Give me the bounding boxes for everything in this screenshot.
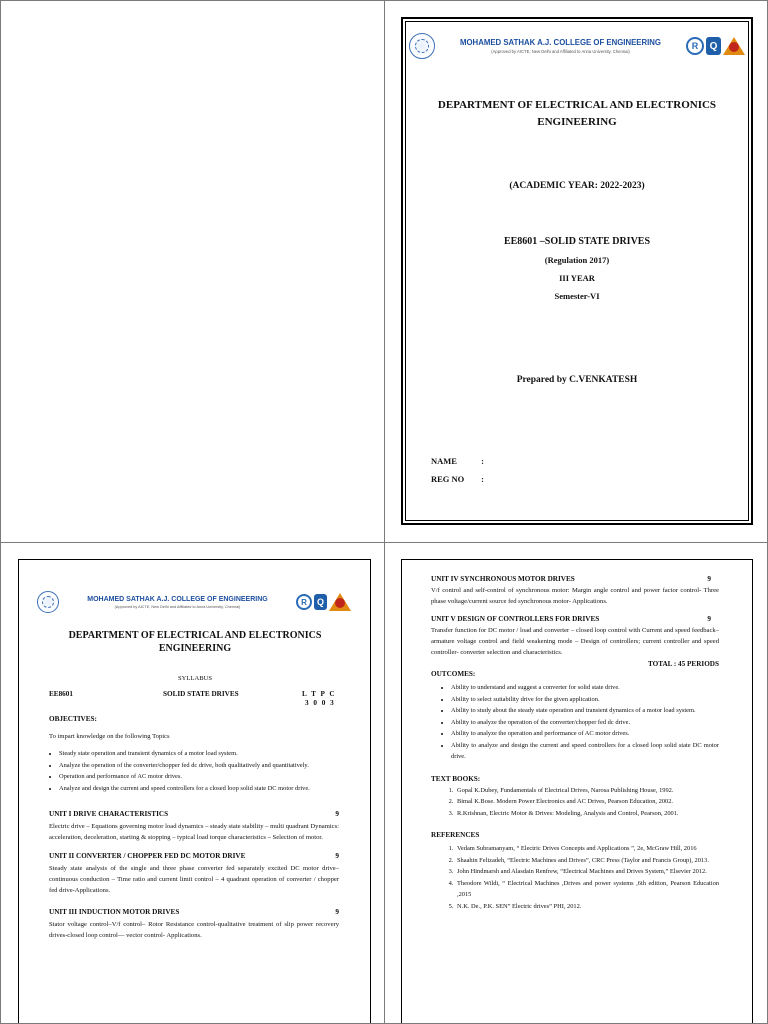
accreditation-badges — [296, 593, 351, 611]
prepared-by: Prepared by C.VENKATESH — [516, 375, 638, 385]
unit-title: UNIT IV SYNCHRONOUS MOTOR DRIVES — [431, 575, 575, 583]
unit-5 — [431, 615, 719, 658]
college-logo-icon — [409, 33, 435, 59]
unit-2 — [49, 852, 339, 896]
quality-badge-icon: Q — [706, 37, 721, 55]
naac-badge-icon: R — [686, 37, 704, 55]
outcomes-list — [431, 682, 719, 763]
unit-1 — [49, 810, 339, 843]
name-field — [431, 456, 484, 466]
reference-item: 4. Theodore Wildi, “ Electrical Machines ,Drives and power systems ,6th edition, Pearson Education ,2015 — [455, 878, 719, 901]
reference-item: 5. N.K. De., P.K. SEN” Electric drives” PHI, 2012. — [455, 901, 719, 913]
cover-border — [401, 17, 753, 525]
unit-4 — [431, 575, 719, 607]
objectives-intro: To impart knowledge on the following Topics — [49, 733, 170, 740]
unit-hours: 9 — [335, 810, 339, 818]
objective-item: • Operation and performance of AC motor drives. — [59, 771, 339, 783]
objectives-heading: OBJECTIVES: — [49, 715, 97, 723]
course-row — [49, 690, 339, 710]
outcome-item: • Ability to analyze the operation of the converter/chopper fed dc drive. — [451, 717, 719, 729]
academic-year: (ACADEMIC YEAR: 2022-2023) — [509, 181, 645, 191]
outcomes-heading: OUTCOMES: — [431, 670, 476, 678]
objective-item: • Steady state operation and transient dynamics of a motor load system. — [59, 748, 339, 760]
blank-page — [0, 0, 385, 543]
course-title: EE8601 –SOLID STATE DRIVES — [503, 236, 651, 247]
name-label: NAME — [431, 456, 457, 466]
references-heading: REFERENCES — [431, 831, 480, 839]
outcome-item: • Ability to analyze and design the current and speed controllers for a closed loop solid state DC motor drive. — [451, 740, 719, 763]
regno-label: REG NO — [431, 474, 465, 484]
unit-hours: 9 — [707, 615, 711, 623]
accreditation-badges — [686, 37, 745, 55]
department-title: DEPARTMENT OF ELECTRICAL AND ELECTRONICS ENGINEERING — [437, 99, 717, 128]
unit-hours: 9 — [335, 852, 339, 860]
unit-hours: 9 — [335, 908, 339, 916]
outcome-item: • Ability to analyze the operation and performance of AC motor drives. — [451, 728, 719, 740]
unit-text: Transfer function for DC motor / load and converter – closed loop control with Current and speed feedback–armature voltage control and field weakening mode – Design of controllers; current controller and speed controller- converter selection and characteristics. — [431, 627, 719, 656]
textbook-item: 2. Bimal K.Bose. Modern Power Electronics and AC Drives, Pearson Education, 2002. — [455, 796, 719, 808]
outcome-item: • Ability to select suitability drive for the given application. — [451, 694, 719, 706]
unit-title: UNIT V DESIGN OF CONTROLLERS FOR DRIVES — [431, 615, 600, 623]
outcome-item: • Ability to study about the steady state operation and transient dynamics of a motor load system. — [451, 705, 719, 717]
college-name: MOHAMED SATHAK A.J. COLLEGE OF ENGINEERING — [87, 595, 268, 603]
unit-text: Steady state analysis of the single and three phase converter fed separately excited DC motor drive– continuous conduction – Time ratio and current limit control – 4 quadrant operation of converter / chopper fed drive-Applications. — [49, 865, 339, 894]
college-approval: (Approved by AICTE, New Delhi and Affiliated to Anna University, Chennai) — [491, 49, 630, 54]
syllabus-page-2 — [384, 542, 768, 1024]
name-colon: : — [481, 456, 484, 466]
emblem-icon — [329, 593, 351, 611]
objective-item: • Analyze and design the current and speed controllers for a closed loop solid state DC motor drive. — [59, 783, 339, 795]
reference-item: 2. Shaahin Felizadeh, “Electric Machines and Drives”, CRC Press (Taylor and Francis Group), 2013. — [455, 855, 719, 867]
study-year: III YEAR — [559, 273, 595, 283]
regno-field — [431, 474, 484, 484]
total-periods: TOTAL : 45 PERIODS — [647, 660, 719, 668]
unit-text: Electric drive – Equations governing motor load dynamics – steady state stability – multi quadrant Dynamics: acceleration, deceleration, starting & stopping – typical load torque characteristics – Selection of motor. — [49, 823, 339, 841]
college-approval: (Approved by AICTE, New Delhi and Affiliated to Anna University, Chennai) — [114, 604, 241, 609]
quality-badge-icon: Q — [314, 594, 327, 610]
unit-text: V/f control and self-control of synchronous motor: Margin angle control and power factor control- Three phase voltage/current source fed synchronous motor- Applications. — [431, 587, 719, 605]
textbooks-list — [431, 785, 719, 820]
college-header-small — [37, 591, 351, 613]
unit-text: Stator voltage control–V/f control– Rotor Resistance control-qualitative treatment of slip power recovery drives-closed loop control— vector control- Applications. — [49, 921, 339, 939]
college-logo-icon — [37, 591, 59, 613]
regno-colon: : — [481, 474, 484, 484]
unit-title: UNIT III INDUCTION MOTOR DRIVES — [49, 908, 180, 916]
college-name: MOHAMED SATHAK A.J. COLLEGE OF ENGINEERING — [460, 38, 661, 47]
unit-hours: 9 — [707, 575, 711, 583]
reference-item: 3. John Hindmarsh and Alasdain Renfrew, “Electrical Machines and Drives System,” Elsevier 2012. — [455, 866, 719, 878]
textbook-item: 3. R.Krishnan, Electric Motor & Drives: Modeling, Analysis and Control, Pearson, 2001. — [455, 808, 719, 820]
course-code: EE8601 — [49, 690, 73, 698]
regulation: (Regulation 2017) — [544, 255, 610, 265]
naac-badge-icon: R — [296, 594, 312, 610]
syllabus-page-1 — [0, 542, 385, 1024]
semester: Semester-VI — [554, 291, 600, 301]
reference-item: 1. Vedam Subramanyam, “ Electric Drives Concepts and Applications ”, 2e, McGraw Hill, 2016 — [455, 843, 719, 855]
unit-3 — [49, 908, 339, 941]
outcome-item: • Ability to understand and suggest a converter for solid state drive. — [451, 682, 719, 694]
objective-item: • Analyze the operation of the converter/chopper fed dc drive, both qualitatively and quantitatively. — [59, 760, 339, 772]
cover-page — [384, 0, 768, 543]
course-name: SOLID STATE DRIVES — [163, 690, 239, 698]
references-list — [431, 843, 719, 912]
department-title: DEPARTMENT OF ELECTRICAL AND ELECTRONICS ENGINEERING — [68, 630, 322, 654]
syllabus-title: SYLLABUS — [177, 675, 213, 682]
college-header — [409, 33, 745, 59]
objectives-list — [49, 748, 339, 794]
emblem-icon — [723, 37, 745, 55]
unit-title: UNIT II CONVERTER / CHOPPER FED DC MOTOR DRIVE — [49, 852, 246, 860]
ltpc-head: L T P C — [302, 690, 337, 698]
ltpc-values: 3 0 0 3 — [305, 699, 336, 707]
textbook-item: 1. Gopal K.Dubey, Fundamentals of Electrical Drives, Narosa Publishing House, 1992. — [455, 785, 719, 797]
unit-title: UNIT I DRIVE CHARACTERISTICS — [49, 810, 169, 818]
textbooks-heading: TEXT BOOKS: — [431, 774, 481, 783]
